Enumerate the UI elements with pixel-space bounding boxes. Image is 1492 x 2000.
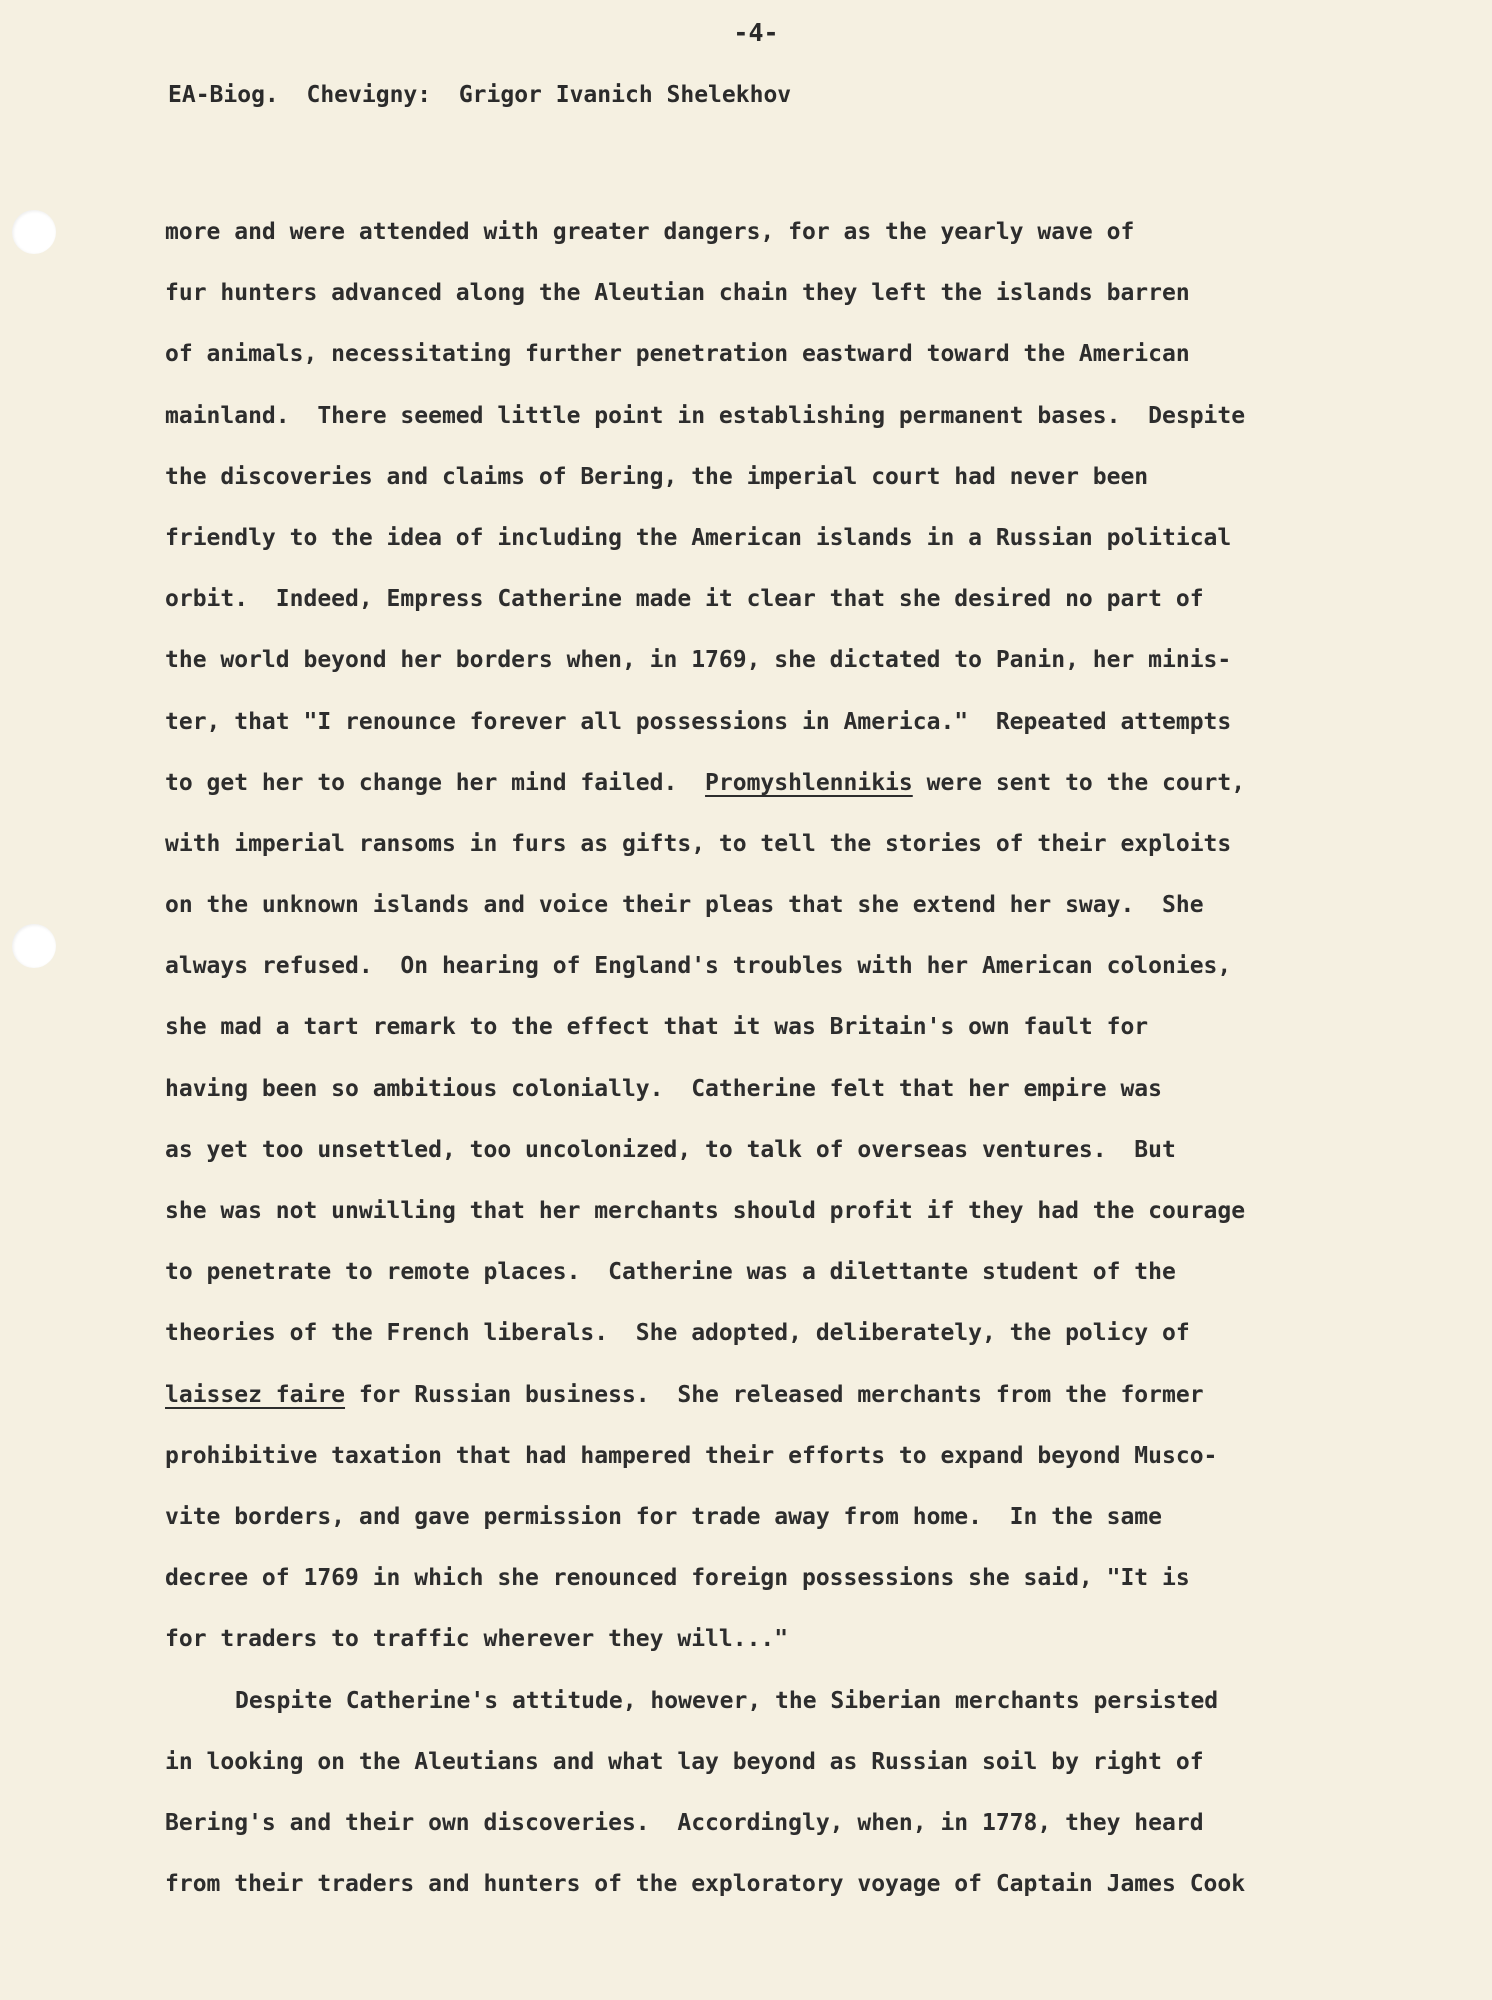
underlined-term: laissez faire: [165, 1381, 346, 1408]
text-segment: Despite Catherine's attitude, however, the Siberian merchants persisted: [235, 1687, 1219, 1714]
text-segment: of animals, necessitating further penetration eastward toward the American: [165, 341, 1190, 368]
text-segment: with imperial ransoms in furs as gifts, to tell the stories of their exploits: [165, 830, 1232, 857]
text-line: [165, 1426, 1365, 1487]
text-line: [165, 1242, 1365, 1303]
header-subject: Grigor Ivanich Shelekhov: [458, 82, 792, 108]
text-line: [165, 202, 1365, 263]
body-text: [165, 202, 1365, 1915]
text-segment: ter, that "I renounce forever all possessions in America." Repeated attempts: [165, 708, 1232, 735]
text-line: [165, 936, 1365, 997]
text-segment: decree of 1769 in which she renounced foreign possessions she said, "It is: [165, 1565, 1190, 1592]
text-segment: vite borders, and gave permission for trade away from home. In the same: [165, 1503, 1162, 1530]
text-line: [165, 1548, 1365, 1609]
text-segment: always refused. On hearing of England's troubles with her American colonies,: [165, 953, 1232, 980]
text-line: [165, 569, 1365, 630]
text-segment: to get her to change her mind failed.: [165, 769, 706, 796]
text-line: [165, 1487, 1365, 1548]
punch-hole-bottom: [12, 924, 56, 968]
text-segment: prohibitive taxation that had hampered their efforts to expand beyond Musco-: [165, 1442, 1218, 1469]
text-line: [165, 324, 1365, 385]
page-number: -4-: [733, 18, 779, 47]
text-line: [165, 447, 1365, 508]
text-line: [165, 508, 1365, 569]
running-header: [168, 82, 791, 108]
text-line: [165, 630, 1365, 691]
text-line: [165, 1181, 1365, 1242]
text-line: [165, 753, 1365, 814]
punch-hole-top: [12, 210, 56, 254]
text-line: [165, 1059, 1365, 1120]
text-segment: more and were attended with greater dangers, for as the yearly wave of: [165, 219, 1135, 245]
text-segment: from their traders and hunters of the exploratory voyage of Captain James Cook: [165, 1871, 1246, 1898]
text-segment: for Russian business. She released merchants from the former: [345, 1381, 1204, 1408]
text-line: [165, 1120, 1365, 1181]
text-segment: she mad a tart remark to the effect that it was Britain's own fault for: [165, 1014, 1149, 1041]
text-line: [165, 386, 1365, 447]
text-segment: on the unknown islands and voice their pleas that she extend her sway. She: [165, 892, 1204, 919]
text-segment: theories of the French liberals. She adopted, deliberately, the policy of: [165, 1320, 1190, 1347]
text-line: [165, 875, 1365, 936]
text-segment: in looking on the Aleutians and what lay beyond as Russian soil by right of: [165, 1748, 1204, 1775]
text-segment: the discoveries and claims of Bering, the imperial court had never been: [165, 463, 1149, 490]
text-line: [165, 814, 1365, 875]
header-author: Chevigny:: [306, 82, 432, 108]
text-line: [165, 1732, 1365, 1793]
header-series: EA-Biog.: [168, 82, 279, 108]
text-line: [165, 1671, 1365, 1732]
text-segment: to penetrate to remote places. Catherine was a dilettante student of the: [165, 1259, 1176, 1286]
text-segment: for traders to traffic wherever they will...": [165, 1626, 789, 1653]
text-line: [165, 692, 1365, 753]
text-line: [165, 1793, 1365, 1854]
text-line: [165, 263, 1365, 324]
text-line: [165, 1854, 1365, 1915]
text-segment: were sent to the court,: [912, 769, 1246, 796]
text-segment: friendly to the idea of including the American islands in a Russian political: [165, 524, 1232, 551]
text-segment: having been so ambitious colonially. Catherine felt that her empire was: [165, 1075, 1162, 1102]
text-segment: as yet too unsettled, too uncolonized, to talk of overseas ventures. But: [165, 1136, 1176, 1163]
text-segment: she was not unwilling that her merchants should profit if they had the courage: [165, 1198, 1246, 1224]
text-segment: the world beyond her borders when, in 1769, she dictated to Panin, her minis-: [165, 647, 1232, 674]
text-segment: mainland. There seemed little point in establishing permanent bases. Despite: [165, 402, 1246, 429]
text-line: [165, 997, 1365, 1058]
text-segment: fur hunters advanced along the Aleutian chain they left the islands barren: [165, 280, 1190, 307]
text-segment: orbit. Indeed, Empress Catherine made it clear that she desired no part of: [165, 586, 1204, 613]
text-line: [165, 1609, 1365, 1670]
text-line: [165, 1365, 1365, 1426]
text-segment: Bering's and their own discoveries. Accordingly, when, in 1778, they heard: [165, 1809, 1204, 1836]
text-line: [165, 1303, 1365, 1364]
underlined-term: Promyshlennikis: [705, 769, 913, 796]
